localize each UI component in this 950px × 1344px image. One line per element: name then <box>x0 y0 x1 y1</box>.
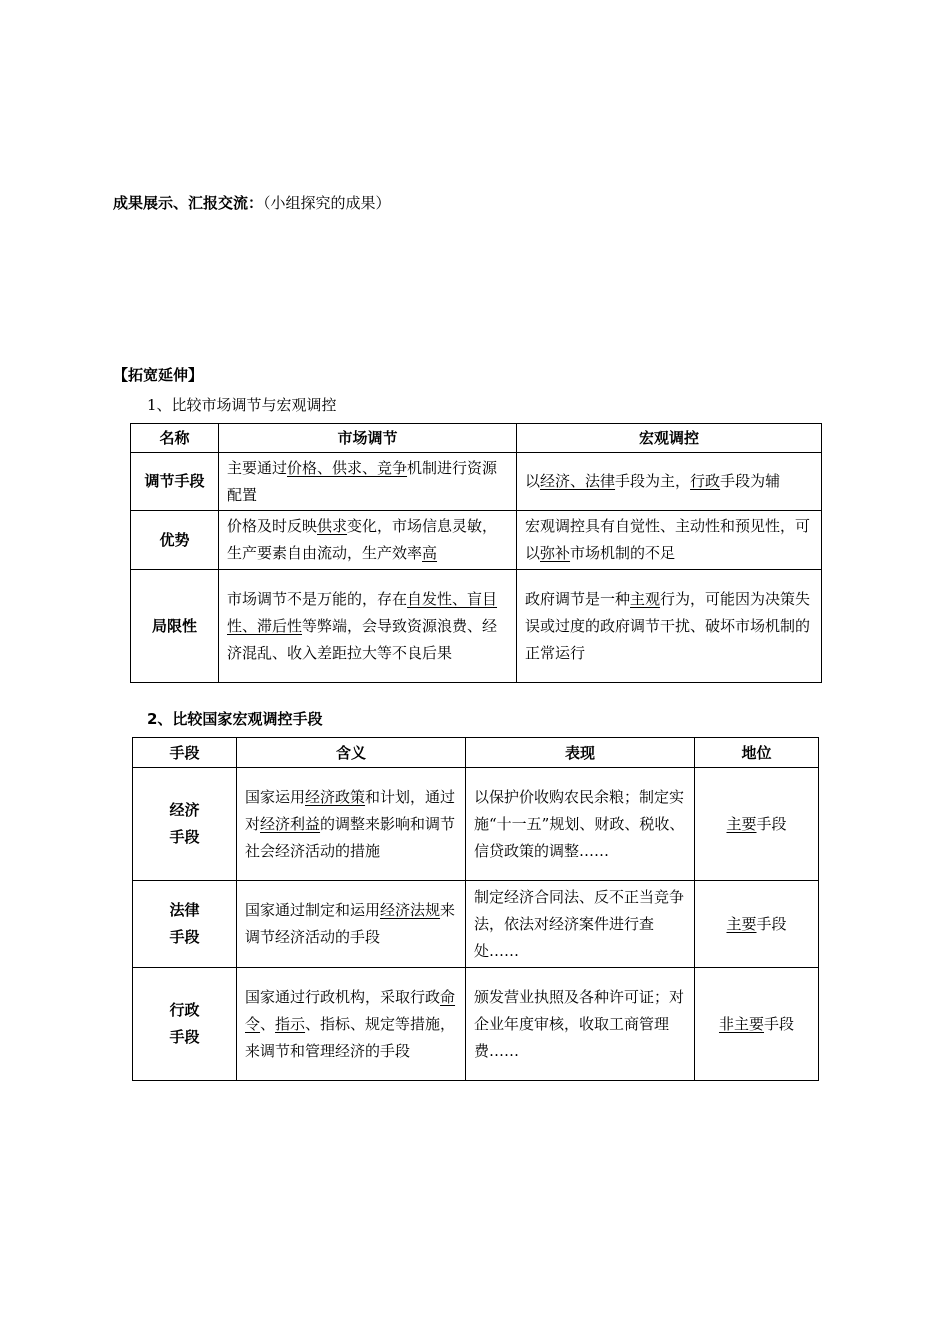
market-cell: 市场调节不是万能的，存在自发性、盲目性、滞后性等弊端，会导致资源浪费、经济混乱、收入差距拉大等不良后果 <box>219 570 517 683</box>
means-name: 经济 手段 <box>133 768 237 881</box>
row-name: 优势 <box>131 511 219 570</box>
status-cell: 主要手段 <box>695 881 819 968</box>
means-name: 行政 手段 <box>133 968 237 1081</box>
header-status: 地位 <box>695 738 819 768</box>
table-header-row <box>133 738 819 768</box>
header-market: 市场调节 <box>219 424 517 453</box>
show-cell: 颁发营业执照及各种许可证；对企业年度审核，收取工商管理费…… <box>466 968 695 1081</box>
header-means: 手段 <box>133 738 237 768</box>
table-row <box>131 570 822 683</box>
status-cell: 主要手段 <box>695 768 819 881</box>
market-cell: 主要通过价格、供求、竞争机制进行资源配置 <box>219 453 517 511</box>
market-cell: 价格及时反映供求变化，市场信息灵敏，生产要素自由流动，生产效率高 <box>219 511 517 570</box>
table-row <box>133 968 819 1081</box>
achievement-title: 成果展示、汇报交流： <box>113 194 264 212</box>
table-row <box>131 511 822 570</box>
meaning-cell: 国家通过制定和运用经济法规来调节经济活动的手段 <box>237 881 466 968</box>
show-cell: 制定经济合同法、反不正当竞争法，依法对经济案件进行查处…… <box>466 881 695 968</box>
market-vs-macro-table <box>130 423 822 683</box>
macro-means-table <box>132 737 819 1081</box>
table-row <box>131 453 822 511</box>
row-name: 调节手段 <box>131 453 219 511</box>
status-cell: 非主要手段 <box>695 968 819 1081</box>
table-row <box>133 768 819 881</box>
table2-caption: 2、比较国家宏观调控手段 <box>147 710 323 728</box>
meaning-cell: 国家运用经济政策和计划，通过对经济利益的调整来影响和调节社会经济活动的措施 <box>237 768 466 881</box>
table-header-row <box>131 424 822 453</box>
header-macro: 宏观调控 <box>517 424 822 453</box>
meaning-cell: 国家通过行政机构，采取行政命令、指示、指标、规定等措施，来调节和管理经济的手段 <box>237 968 466 1081</box>
table1-caption: 1、比较市场调节与宏观调控 <box>147 396 337 414</box>
header-meaning: 含义 <box>237 738 466 768</box>
extension-heading: 【拓宽延伸】 <box>113 366 204 384</box>
header-name: 名称 <box>131 424 219 453</box>
achievement-note: （小组探究的成果） <box>263 194 391 212</box>
table-row <box>133 881 819 968</box>
achievement-heading <box>113 192 391 213</box>
macro-cell: 宏观调控具有自觉性、主动性和预见性，可以弥补市场机制的不足 <box>517 511 822 570</box>
header-show: 表现 <box>466 738 695 768</box>
means-name: 法律 手段 <box>133 881 237 968</box>
row-name: 局限性 <box>131 570 219 683</box>
macro-cell: 政府调节是一种主观行为，可能因为决策失误或过度的政府调节干扰、破坏市场机制的正常运行 <box>517 570 822 683</box>
macro-cell: 以经济、法律手段为主，行政手段为辅 <box>517 453 822 511</box>
show-cell: 以保护价收购农民余粮；制定实施“十一五”规划、财政、税收、信贷政策的调整…… <box>466 768 695 881</box>
